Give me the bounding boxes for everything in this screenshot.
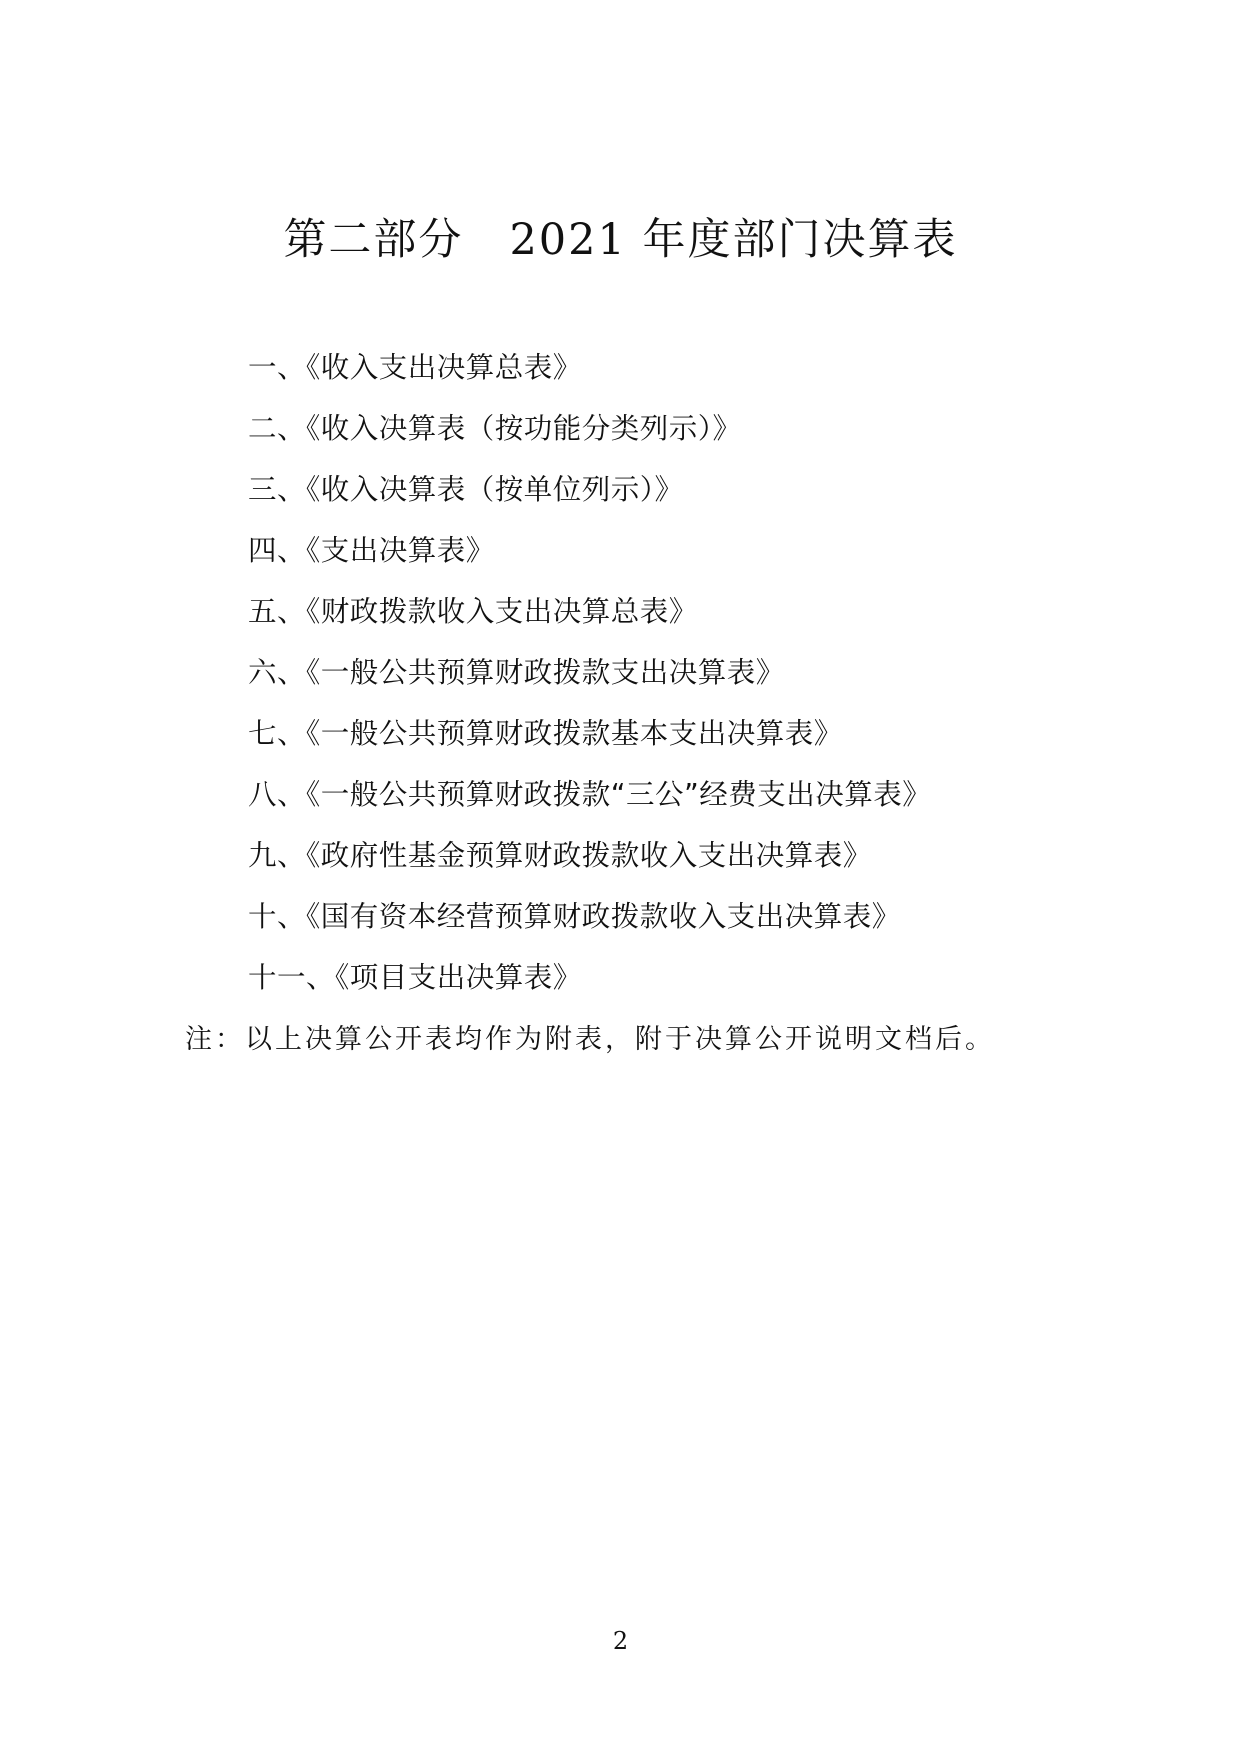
toc-item-label: 《一般公共预算财政拨款“三公”经费支出决算表》: [306, 778, 932, 811]
toc-item-number: 十、: [248, 900, 307, 933]
toc-item: [248, 838, 931, 899]
toc-item: [248, 777, 931, 838]
table-of-contents: [248, 350, 931, 1021]
toc-item: [248, 960, 931, 1021]
toc-item-label: 《支出决算表》: [306, 534, 495, 567]
toc-item-number: 五、: [248, 595, 307, 628]
toc-item-number: 一、: [248, 351, 307, 384]
page-number: 2: [612, 1627, 629, 1655]
toc-item-label: 《收入支出决算总表》: [306, 351, 582, 384]
toc-item-number: 四、: [248, 534, 307, 567]
toc-item-label: 《政府性基金预算财政拨款收入支出决算表》: [306, 839, 872, 872]
toc-item-label: 《一般公共预算财政拨款基本支出决算表》: [306, 717, 843, 750]
toc-item-label: 《国有资本经营预算财政拨款收入支出决算表》: [306, 900, 901, 933]
toc-item-label: 《收入决算表（按功能分类列示）》: [306, 412, 742, 445]
toc-item-label: 《一般公共预算财政拨款支出决算表》: [306, 656, 785, 689]
toc-item-number: 八、: [248, 778, 307, 811]
toc-item: [248, 899, 931, 960]
toc-item: [248, 533, 931, 594]
page-title: [0, 212, 1241, 268]
toc-item-number: 二、: [248, 412, 307, 445]
toc-item-number: 十一、: [248, 961, 336, 994]
title-main: 2021 年度部门决算表: [509, 215, 958, 265]
toc-item-label: 《财政拨款收入支出决算总表》: [306, 595, 698, 628]
toc-item: [248, 594, 931, 655]
title-part: 第二部分: [283, 215, 464, 265]
note-text: 注：以上决算公开表均作为附表，附于决算公开说明文档后。: [185, 1024, 995, 1055]
toc-item-number: 七、: [248, 717, 307, 750]
toc-item-label: 《项目支出决算表》: [335, 961, 582, 994]
toc-item-number: 九、: [248, 839, 307, 872]
toc-item: [248, 655, 931, 716]
toc-item: [248, 716, 931, 777]
toc-item: [248, 411, 931, 472]
toc-item: [248, 350, 931, 411]
toc-item-number: 六、: [248, 656, 307, 689]
toc-item-label: 《收入决算表（按单位列示）》: [306, 473, 684, 506]
toc-item: [248, 472, 931, 533]
toc-item-number: 三、: [248, 473, 307, 506]
